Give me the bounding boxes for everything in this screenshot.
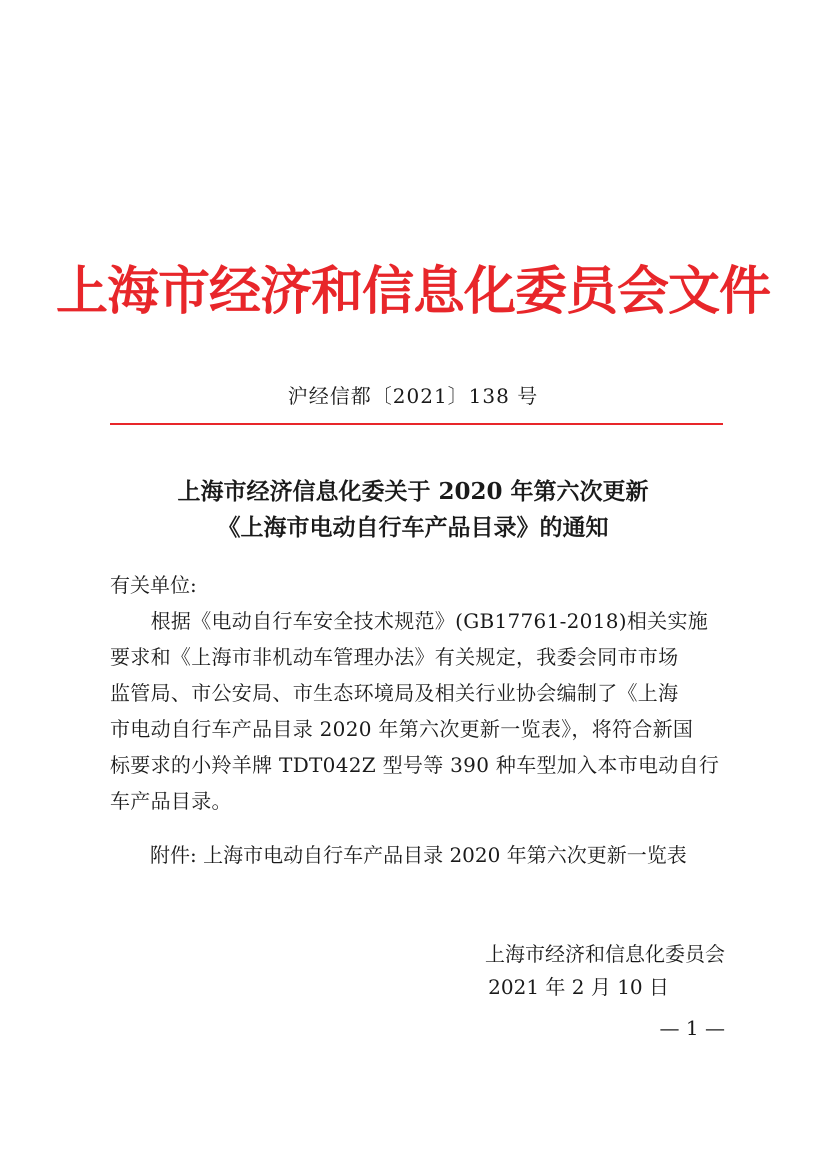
paragraph-line: 要求和《上海市非机动车管理办法》有关规定，我委会同市市场 [110, 645, 679, 669]
signing-organization: 上海市经济和信息化委员会 [485, 942, 725, 966]
page-number: — 1 — [659, 1016, 725, 1040]
notice-title-line-2: 《上海市电动自行车产品目录》的通知 [217, 514, 609, 541]
paragraph-line: 监管局、市公安局、市生态环境局及相关行业协会编制了《上海 [110, 681, 679, 705]
attachment-note: 附件: 上海市电动自行车产品目录 2020 年第六次更新一览表 [150, 843, 687, 867]
paragraph-line: 根据《电动自行车安全技术规范》(GB17761-2018)相关实施 [110, 609, 709, 633]
red-divider-line [110, 423, 723, 425]
body-paragraph [110, 603, 725, 819]
notice-title-line-1: 上海市经济信息化委关于 2020 年第六次更新 [177, 478, 649, 505]
issuing-authority-header: 上海市经济和信息化委员会文件 [55, 261, 770, 322]
signing-date: 2021 年 2 月 10 日 [488, 975, 669, 999]
notice-title [100, 474, 726, 546]
paragraph-line: 市电动自行车产品目录 2020 年第六次更新一览表》，将符合新国 [110, 717, 694, 741]
paragraph-line: 车产品目录。 [110, 789, 232, 813]
paragraph-line: 标要求的小羚羊牌 TDT042Z 型号等 390 种车型加入本市电动自行 [110, 753, 720, 777]
document-number: 沪经信都〔2021〕138 号 [287, 384, 539, 408]
salutation: 有关单位: [110, 573, 197, 597]
